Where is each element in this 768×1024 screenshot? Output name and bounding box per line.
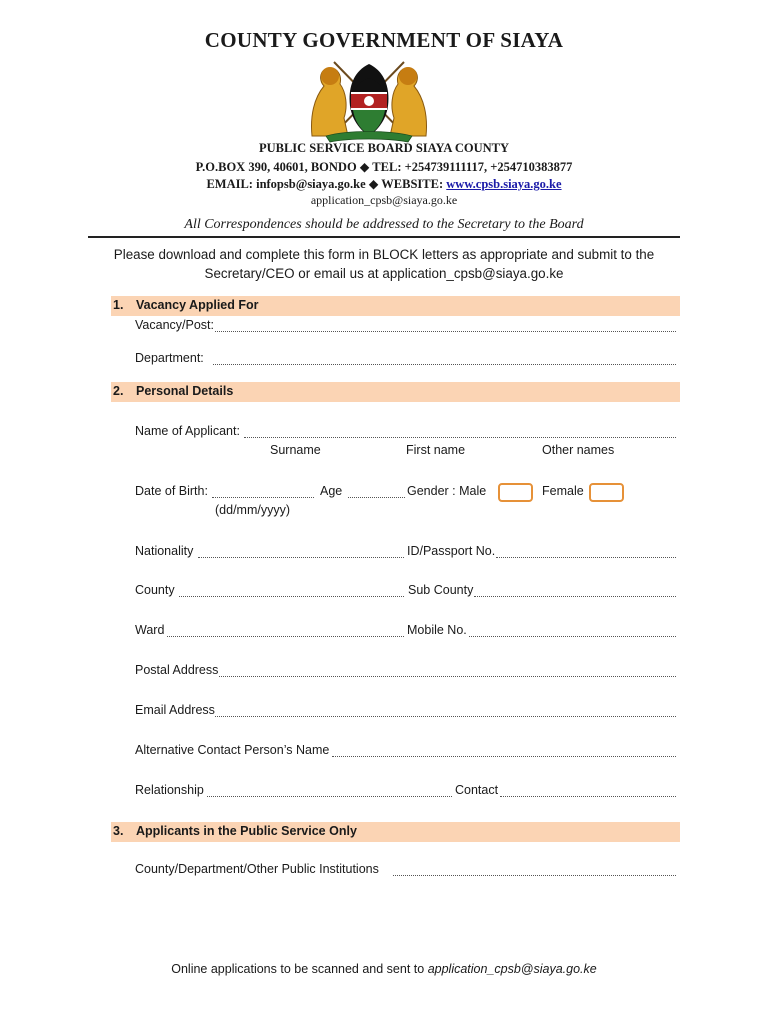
board-name: PUBLIC SERVICE BOARD SIAYA COUNTY — [258, 141, 510, 155]
section-1-title: Vacancy Applied For — [136, 298, 259, 312]
relationship-field[interactable] — [207, 796, 452, 797]
first-name-label: First name — [406, 443, 466, 457]
email-website-line — [0, 176, 768, 192]
email-label: EMAIL: infopsb@siaya.go.ke ◆ WEBSITE: — [206, 177, 447, 191]
coat-of-arms-emblem — [304, 56, 434, 144]
institutions-label: County/Department/Other Public Institutions — [135, 862, 379, 876]
correspondence-note: All Correspondences should be addressed to the Secretary to the Board — [184, 217, 584, 232]
sub-county-field[interactable] — [474, 596, 676, 597]
header-divider — [88, 236, 680, 238]
application-email: application_cpsb@siaya.go.ke — [310, 193, 458, 207]
county-label: County — [135, 583, 175, 597]
contact-field[interactable] — [500, 796, 676, 797]
instructions — [90, 245, 678, 283]
surname-label: Surname — [270, 443, 321, 457]
gender-male-label: Gender : Male — [407, 484, 487, 498]
instructions-line-1: Please download and complete this form in BLOCK letters as appropriate and submit to the — [113, 247, 655, 262]
section-2-number: 2. — [113, 384, 124, 398]
email-address-field[interactable] — [215, 716, 676, 717]
website-link[interactable]: www.cpsb.siaya.go.ke — [446, 177, 562, 191]
male-checkbox[interactable] — [498, 483, 533, 502]
postal-address-field[interactable] — [219, 676, 676, 677]
department-label: Department: — [135, 351, 204, 365]
age-label: Age — [320, 484, 343, 498]
female-label: Female — [542, 484, 584, 498]
mobile-no-field[interactable] — [469, 636, 676, 637]
id-passport-label: ID/Passport No. — [407, 544, 496, 558]
section-1-number: 1. — [113, 298, 124, 312]
dob-format-hint: (dd/mm/yyyy) — [215, 503, 290, 517]
ward-field[interactable] — [167, 636, 404, 637]
mobile-no-label: Mobile No. — [407, 623, 467, 637]
alt-contact-field[interactable] — [332, 756, 676, 757]
county-field[interactable] — [179, 596, 404, 597]
alt-contact-label: Alternative Contact Person’s Name — [135, 743, 330, 757]
footer-email: application_cpsb@siaya.go.ke — [427, 962, 597, 976]
ward-label: Ward — [135, 623, 165, 637]
id-passport-field[interactable] — [496, 557, 676, 558]
date-of-birth-field[interactable] — [212, 497, 314, 498]
name-of-applicant-label: Name of Applicant: — [135, 424, 240, 438]
other-names-label: Other names — [542, 443, 615, 457]
section-1-header — [111, 296, 680, 316]
vacancy-post-label: Vacancy/Post: — [135, 318, 214, 332]
name-of-applicant-field[interactable] — [244, 437, 676, 438]
section-3-number: 3. — [113, 824, 124, 838]
postal-address-label: Postal Address — [135, 663, 219, 677]
page-title: COUNTY GOVERNMENT OF SIAYA — [204, 28, 564, 52]
postal-phone-line: P.O.BOX 390, 40601, BONDO ◆ TEL: +254739111117, +254710383877 — [195, 160, 573, 174]
sub-county-label: Sub County — [408, 583, 474, 597]
instructions-line-2: Secretary/CEO or email us at application_cpsb@siaya.go.ke — [204, 266, 564, 281]
section-3-title: Applicants in the Public Service Only — [136, 824, 357, 838]
section-3-header — [111, 822, 680, 842]
department-field[interactable] — [213, 364, 676, 365]
vacancy-post-field[interactable] — [215, 331, 676, 332]
contact-label: Contact — [455, 783, 499, 797]
relationship-label: Relationship — [135, 783, 204, 797]
email-address-label: Email Address — [135, 703, 215, 717]
footer-text: Online applications to be scanned and sent to — [171, 962, 428, 976]
date-of-birth-label: Date of Birth: — [135, 484, 208, 498]
footer-note — [0, 962, 768, 976]
age-field[interactable] — [348, 497, 405, 498]
female-checkbox[interactable] — [589, 483, 624, 502]
section-2-title: Personal Details — [136, 384, 234, 398]
nationality-field[interactable] — [198, 557, 404, 558]
nationality-label: Nationality — [135, 544, 194, 558]
institutions-field[interactable] — [393, 875, 676, 876]
section-2-header — [111, 382, 680, 402]
